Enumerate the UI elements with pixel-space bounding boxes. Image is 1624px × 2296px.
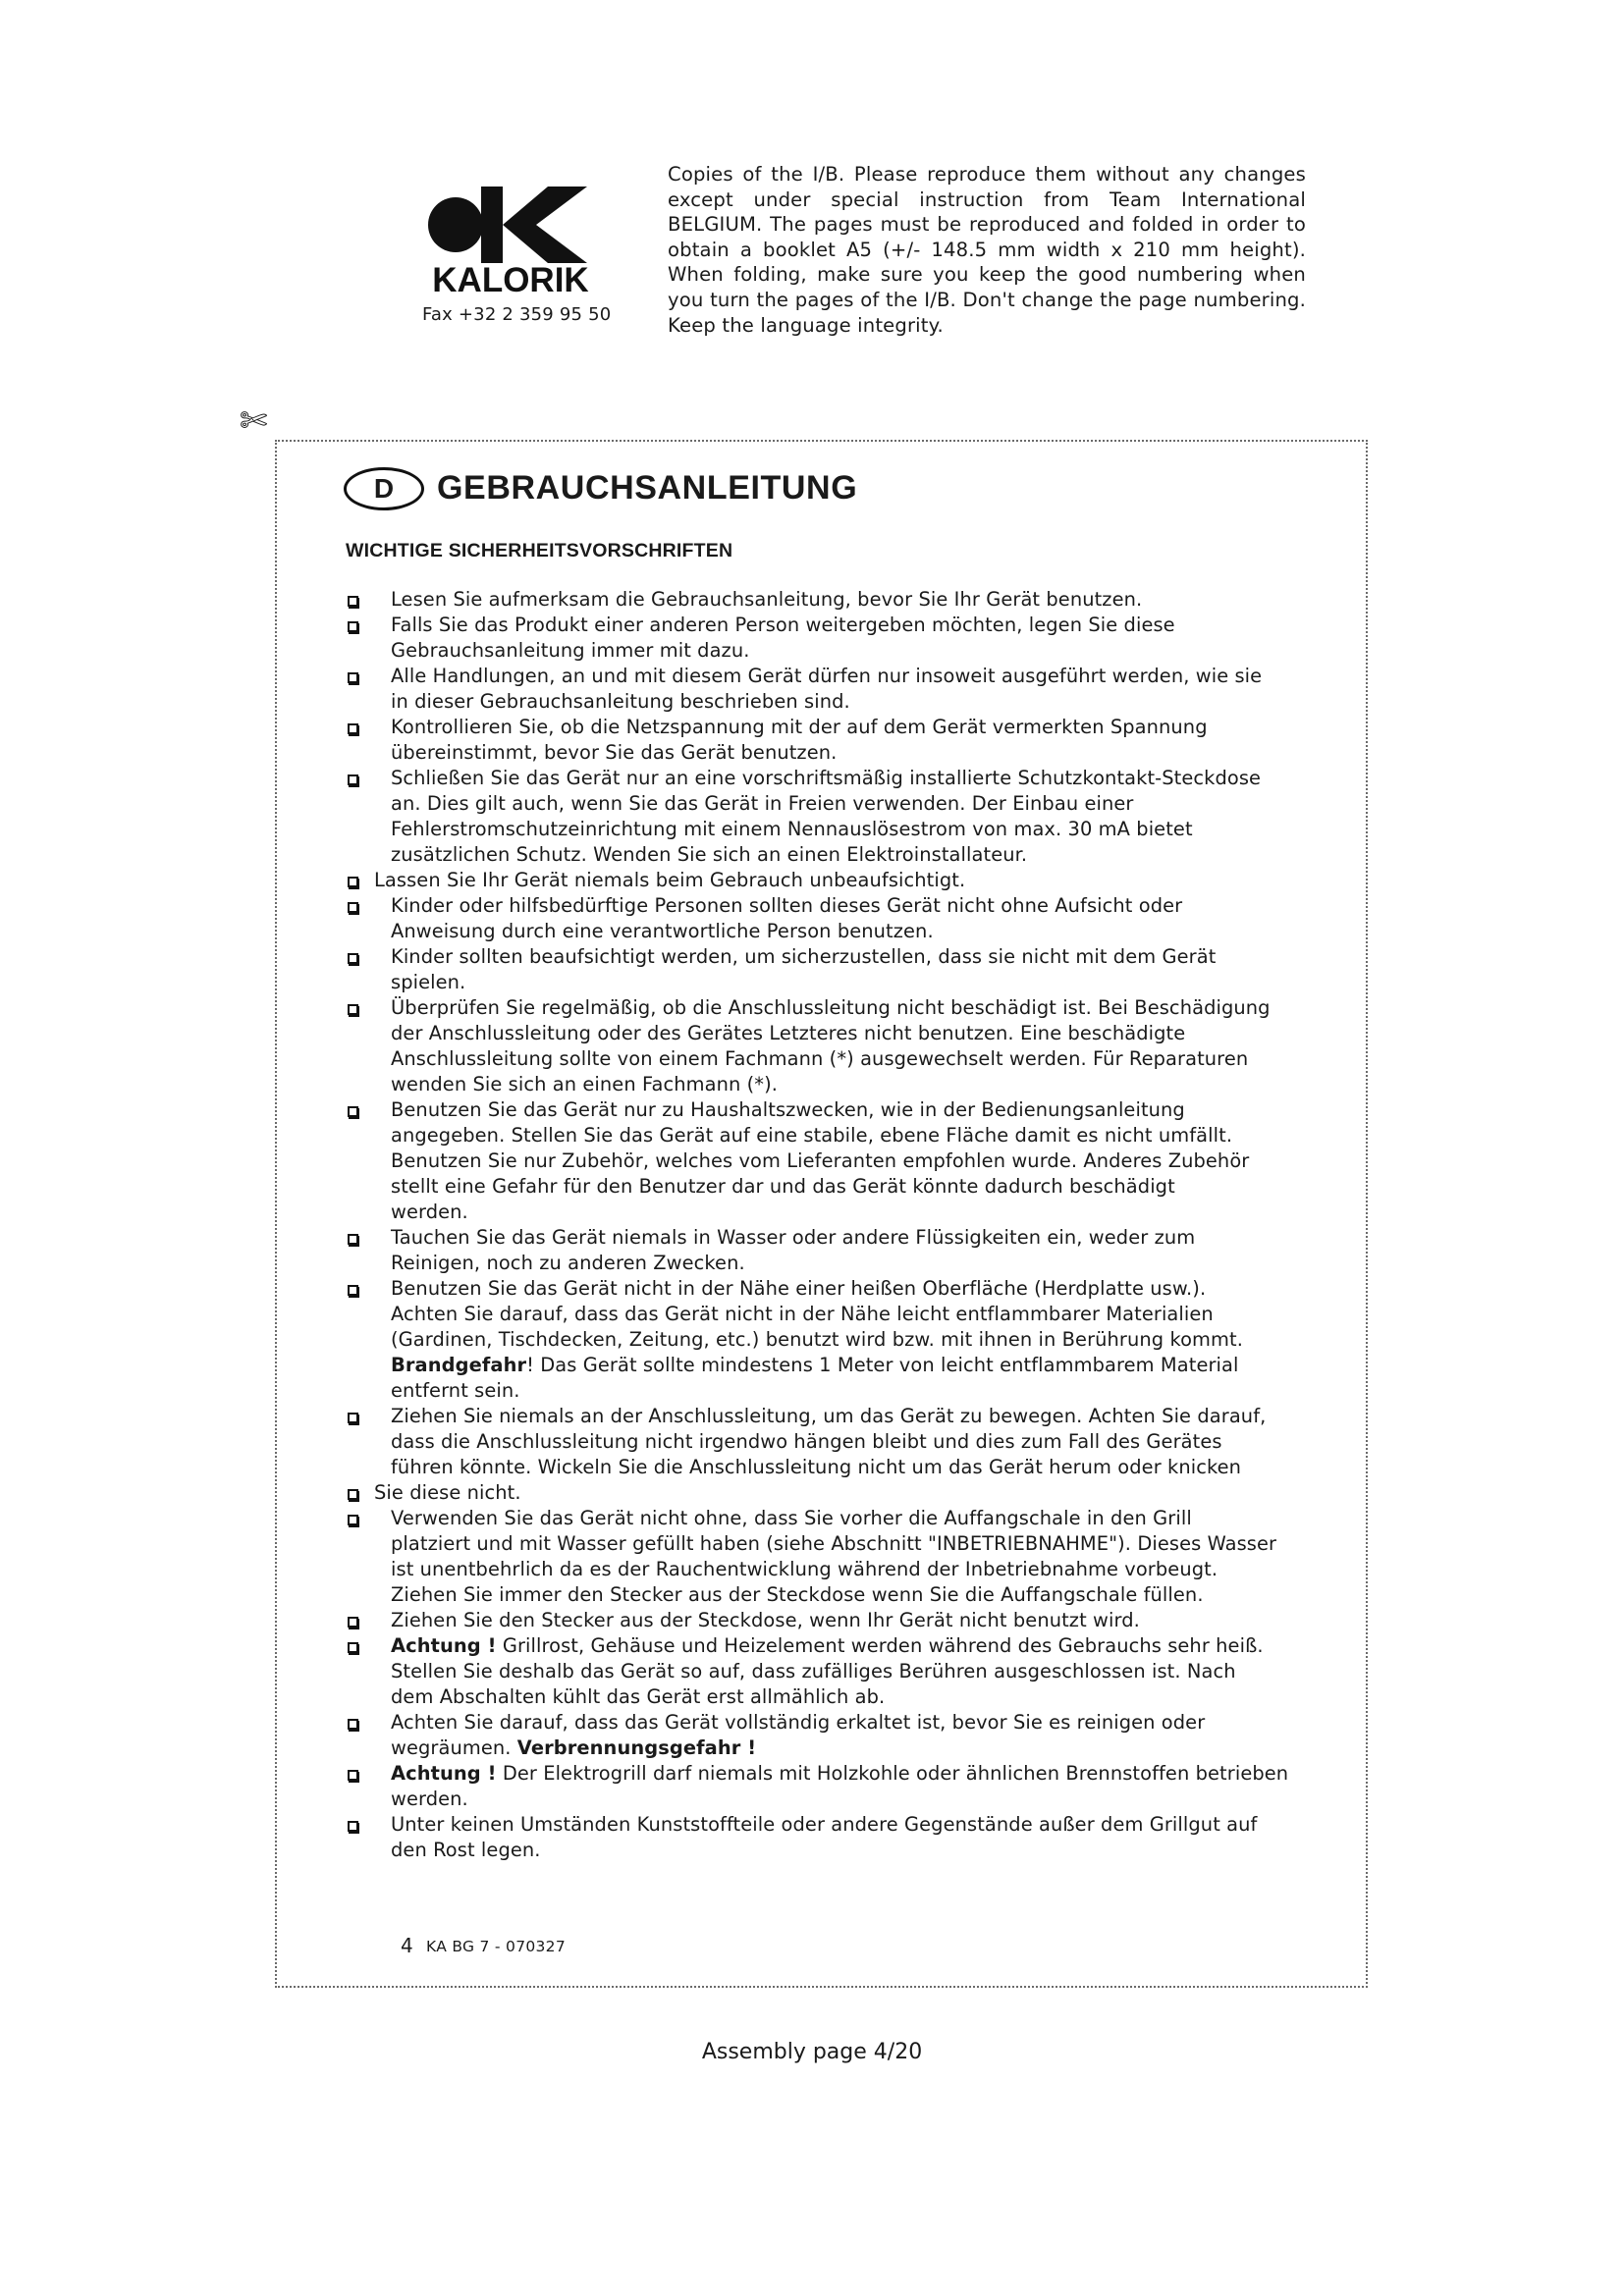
safety-item-line: Kontrollieren Sie, ob die Netzspannung mit der auf dem Gerät vermerkten Spannung bbox=[391, 716, 1208, 738]
safety-item-text bbox=[391, 715, 1314, 766]
safety-item-text bbox=[391, 1276, 1314, 1404]
safety-item-line: Anschlussleitung sollte von einem Fachmann (*) ausgewechselt werden. Für Reparaturen bbox=[391, 1047, 1249, 1070]
safety-section-heading: WICHTIGE SICHERHEITSVORSCHRIFTEN bbox=[346, 540, 733, 561]
safety-item-text bbox=[391, 1608, 1314, 1633]
safety-item-line: Verwenden Sie das Gerät nicht ohne, dass Sie vorher die Auffangschale in den Grill bbox=[391, 1507, 1192, 1529]
safety-item-line: Kinder oder hilfsbedürftige Personen sollten dieses Gerät nicht ohne Aufsicht oder bbox=[391, 894, 1183, 917]
safety-item-text bbox=[391, 1404, 1314, 1480]
safety-item-text-part: wegräumen. bbox=[391, 1736, 517, 1759]
safety-item-line: Achten Sie darauf, dass das Gerät nicht in der Nähe leicht entflammbarer Materialien bbox=[391, 1303, 1214, 1325]
safety-item-line: Ziehen Sie niemals an der Anschlussleitung, um das Gerät zu bewegen. Achten Sie darauf, bbox=[391, 1405, 1267, 1427]
safety-item-line: Benutzen Sie nur Zubehör, welches vom Lieferanten empfohlen wurde. Anderes Zubehör bbox=[391, 1149, 1250, 1172]
safety-item-line bbox=[391, 1353, 1314, 1378]
checkbox-bullet-icon bbox=[348, 774, 358, 785]
safety-item-line: Fehlerstromschutzeinrichtung mit einem Nennauslösestrom von max. 30 mA bietet bbox=[391, 818, 1193, 840]
safety-item-line: werden. bbox=[391, 1788, 468, 1810]
safety-item-text bbox=[391, 1225, 1314, 1276]
checkbox-bullet-icon bbox=[348, 1515, 358, 1525]
checkbox-bullet-icon bbox=[348, 1004, 358, 1015]
safety-item-text bbox=[391, 587, 1314, 613]
safety-item-line: übereinstimmt, bevor Sie das Gerät benutzen. bbox=[391, 741, 838, 764]
checkbox-bullet-icon bbox=[348, 672, 358, 683]
fax-number: Fax +32 2 359 95 50 bbox=[422, 304, 612, 325]
warning-emphasis: Achtung ! bbox=[391, 1634, 497, 1657]
safety-item-line: platziert und mit Wasser gefüllt haben (siehe Abschnitt "INBETRIEBNAHME"). Dieses Wasser bbox=[391, 1532, 1277, 1555]
checkbox-bullet-icon bbox=[348, 1642, 358, 1653]
safety-item-line: Tauchen Sie das Gerät niemals in Wasser oder andere Flüssigkeiten ein, weder zum bbox=[391, 1226, 1196, 1249]
safety-item-line: führen könnte. Wickeln Sie die Anschlussleitung nicht um das Gerät herum oder knicken bbox=[391, 1456, 1242, 1478]
reproduction-instructions: Copies of the I/B. Please reproduce them without any changes except under special instruction from Team International BELGIUM. The pages must be reproduced and folded in order to obtain a booklet A5 (+/- 148.5 mm width x 210 mm height). When folding, make sure you keep the good numbering when you turn the pages of the I/B. Don't change the page numbering. Keep the language integrity. bbox=[668, 163, 1306, 337]
safety-item-line: Stellen Sie deshalb das Gerät so auf, dass zufälliges Berühren ausgeschlossen ist. Nach bbox=[391, 1660, 1236, 1682]
safety-item-line: entfernt sein. bbox=[391, 1379, 520, 1402]
safety-item-line: Unter keinen Umständen Kunststoffteile oder andere Gegenstände außer dem Grillgut auf bbox=[391, 1813, 1258, 1836]
safety-item-line: Gebrauchsanleitung immer mit dazu. bbox=[391, 639, 750, 662]
safety-item-line: (Gardinen, Tischdecken, Zeitung, etc.) benutzt wird bzw. mit ihnen in Berührung kommt. bbox=[391, 1328, 1244, 1351]
checkbox-bullet-icon bbox=[348, 902, 358, 913]
safety-item-line: Achten Sie darauf, dass das Gerät vollständig erkaltet ist, bevor Sie es reinigen oder bbox=[391, 1711, 1206, 1734]
checkbox-bullet-icon bbox=[348, 1413, 358, 1423]
safety-item-line: Alle Handlungen, an und mit diesem Gerät dürfen nur insoweit ausgeführt werden, wie sie bbox=[391, 665, 1263, 687]
checkbox-bullet-icon bbox=[348, 1234, 358, 1245]
safety-item-line: Reinigen, noch zu anderen Zwecken. bbox=[391, 1252, 745, 1274]
safety-item-line: zusätzlichen Schutz. Wenden Sie sich an einen Elektroinstallateur. bbox=[391, 843, 1028, 866]
document-code: KA BG 7 - 070327 bbox=[426, 1938, 566, 1955]
kalorik-logo bbox=[420, 183, 602, 296]
kalorik-logo-icon bbox=[420, 183, 602, 296]
safety-item-line: in dieser Gebrauchsanleitung beschrieben sind. bbox=[391, 690, 850, 713]
assembly-page-label: Assembly page 4/20 bbox=[701, 2040, 923, 2064]
safety-item-line bbox=[391, 1761, 1314, 1787]
safety-item-text bbox=[391, 1633, 1314, 1710]
checkbox-bullet-icon bbox=[348, 621, 358, 632]
language-code-badge: D bbox=[344, 467, 424, 510]
safety-item-text bbox=[374, 1480, 1297, 1506]
safety-item-text bbox=[391, 1097, 1314, 1225]
checkbox-bullet-icon bbox=[348, 1821, 358, 1832]
manual-title: GEBRAUCHSANLEITUNG bbox=[437, 469, 858, 507]
safety-item-text bbox=[391, 1710, 1314, 1761]
checkbox-bullet-icon bbox=[348, 723, 358, 734]
safety-item-line: Ziehen Sie den Stecker aus der Steckdose, wenn Ihr Gerät nicht benutzt wird. bbox=[391, 1609, 1140, 1631]
checkbox-bullet-icon bbox=[348, 596, 358, 607]
safety-item-line: Kinder sollten beaufsichtigt werden, um sicherzustellen, dass sie nicht mit dem Gerät bbox=[391, 945, 1217, 968]
safety-item-text bbox=[391, 995, 1314, 1097]
safety-item-text bbox=[391, 664, 1314, 715]
warning-emphasis: Brandgefahr bbox=[391, 1354, 527, 1376]
checkbox-bullet-icon bbox=[348, 1719, 358, 1730]
checkbox-bullet-icon bbox=[348, 1617, 358, 1628]
safety-item-line: den Rost legen. bbox=[391, 1839, 541, 1861]
safety-item-text-part: Der Elektrogrill darf niemals mit Holzkohle oder ähnlichen Brennstoffen betrieben bbox=[496, 1762, 1289, 1785]
logo-wordmark: KALORIK bbox=[432, 261, 589, 296]
checkbox-bullet-icon bbox=[348, 953, 358, 964]
safety-item-text bbox=[391, 1761, 1314, 1812]
safety-item-line bbox=[391, 1735, 1314, 1761]
safety-item-line: Falls Sie das Produkt einer anderen Person weitergeben möchten, legen Sie diese bbox=[391, 614, 1175, 636]
safety-item-text bbox=[391, 1812, 1314, 1863]
checkbox-bullet-icon bbox=[348, 1106, 358, 1117]
checkbox-bullet-icon bbox=[348, 1489, 358, 1500]
checkbox-bullet-icon bbox=[348, 1285, 358, 1296]
page-number: 4 bbox=[401, 1934, 413, 1957]
warning-emphasis: Verbrennungsgefahr ! bbox=[516, 1736, 757, 1759]
safety-item-line: stellt eine Gefahr für den Benutzer dar und das Gerät könnte dadurch beschädigt bbox=[391, 1175, 1175, 1198]
scissors-icon: ✄ bbox=[240, 401, 268, 441]
safety-item-line: Sie diese nicht. bbox=[374, 1481, 521, 1504]
safety-item-line: angegeben. Stellen Sie das Gerät auf eine stabile, ebene Fläche damit es nicht umfällt. bbox=[391, 1124, 1233, 1147]
safety-item-text-part: ! Das Gerät sollte mindestens 1 Meter von leicht entflammbarem Material bbox=[526, 1354, 1239, 1376]
safety-item-line: der Anschlussleitung oder des Gerätes Letzteres nicht benutzen. Eine beschädigte bbox=[391, 1022, 1186, 1044]
checkbox-bullet-icon bbox=[348, 877, 358, 887]
warning-emphasis: Achtung ! bbox=[391, 1762, 497, 1785]
safety-item-line: an. Dies gilt auch, wenn Sie das Gerät in Freien verwenden. Der Einbau einer bbox=[391, 792, 1134, 815]
safety-item-line: ist unentbehrlich da es der Rauchentwicklung während der Inbetriebnahme vorbeugt. bbox=[391, 1558, 1218, 1580]
safety-item-line bbox=[391, 1633, 1314, 1659]
safety-item-line: spielen. bbox=[391, 971, 466, 993]
safety-item-line: Lesen Sie aufmerksam die Gebrauchsanleitung, bevor Sie Ihr Gerät benutzen. bbox=[391, 588, 1143, 611]
safety-item-line: wenden Sie sich an einen Fachmann (*). bbox=[391, 1073, 778, 1095]
safety-item-line: dem Abschalten kühlt das Gerät erst allmählich ab. bbox=[391, 1685, 886, 1708]
safety-item-line: Überprüfen Sie regelmäßig, ob die Anschlussleitung nicht beschädigt ist. Bei Beschädigung bbox=[391, 996, 1271, 1019]
safety-item-line: Benutzen Sie das Gerät nur zu Haushaltszwecken, wie in der Bedienungsanleitung bbox=[391, 1098, 1185, 1121]
safety-item-text bbox=[391, 766, 1314, 868]
safety-item-line: dass die Anschlussleitung nicht irgendwo hängen bleibt und dies zum Fall des Gerätes bbox=[391, 1430, 1222, 1453]
checkbox-bullet-icon bbox=[348, 1770, 358, 1781]
safety-item-text bbox=[391, 1506, 1314, 1608]
safety-item-line: Benutzen Sie das Gerät nicht in der Nähe einer heißen Oberfläche (Herdplatte usw.). bbox=[391, 1277, 1207, 1300]
safety-item-text bbox=[374, 868, 1297, 893]
safety-item-line: werden. bbox=[391, 1201, 468, 1223]
safety-item-text-part: Grillrost, Gehäuse und Heizelement werden während des Gebrauchs sehr heiß. bbox=[496, 1634, 1264, 1657]
safety-item-text bbox=[391, 944, 1314, 995]
safety-item-line: Lassen Sie Ihr Gerät niemals beim Gebrauch unbeaufsichtigt. bbox=[374, 869, 966, 891]
safety-item-line: Ziehen Sie immer den Stecker aus der Steckdose wenn Sie die Auffangschale füllen. bbox=[391, 1583, 1204, 1606]
safety-item-line: Schließen Sie das Gerät nur an eine vorschriftsmäßig installierte Schutzkontakt-Steckdose bbox=[391, 767, 1262, 789]
safety-item-line: Anweisung durch eine verantwortliche Person benutzen. bbox=[391, 920, 934, 942]
safety-item-text bbox=[391, 893, 1314, 944]
safety-item-text bbox=[391, 613, 1314, 664]
